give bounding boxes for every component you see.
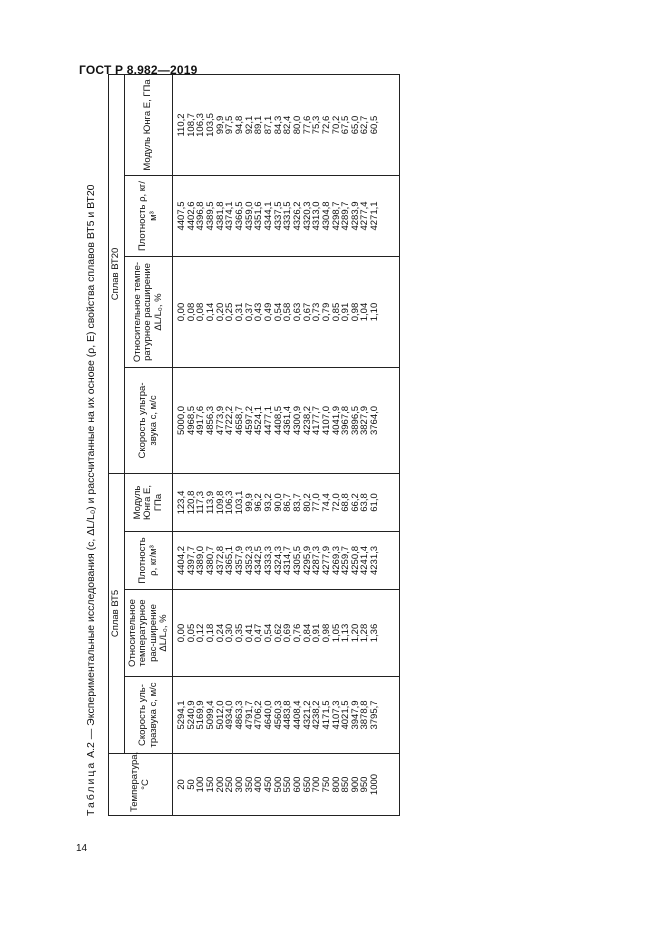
table-cell: 4357,9 [233, 545, 245, 576]
table-cell: 4408,4 [291, 700, 303, 730]
table-cell: 4107,3 [330, 700, 342, 730]
table-caption-text: А.2 — Экспериментальные исследования (c, ΔL/L₀) и рассчитанные на их основе (ρ, E) свойства сплавов ВТ5 и ВТ20 [85, 184, 97, 761]
table-cell: 0,76 [291, 623, 303, 643]
table-cell: 4321,2 [301, 700, 313, 730]
table-cell: 4640,0 [262, 700, 274, 730]
table-cell: 0,41 [243, 623, 255, 643]
table-caption-prefix: Таблица [85, 760, 97, 816]
vt5-young-column [173, 474, 400, 532]
table-cell: 63,8 [359, 493, 371, 512]
table-cell: 4352,3 [243, 545, 255, 576]
table-cell: 3827,9 [359, 405, 371, 436]
table-cell: 1,20 [349, 623, 361, 643]
table-cell: 5169,9 [195, 700, 207, 730]
table-cell: 4300,9 [291, 405, 303, 436]
table-cell: 4934,0 [224, 700, 236, 730]
table-cell: 0,24 [214, 623, 226, 643]
table-cell: 74,4 [320, 493, 332, 512]
table-cell: 82,4 [282, 115, 294, 135]
table-cell: 0,00 [176, 623, 187, 643]
table-cell: 4365,1 [224, 545, 236, 576]
table-cell: 950 [359, 776, 371, 793]
table-cell: 0,37 [243, 302, 255, 322]
table-cell: 0,62 [272, 623, 284, 643]
table-cell: 5294,1 [176, 700, 187, 730]
table-cell: 0,63 [291, 302, 303, 322]
table-cell: 550 [282, 776, 294, 793]
table-cell: 350 [243, 776, 255, 793]
table-cell: 4597,2 [243, 405, 255, 436]
table-cell: 4305,5 [291, 545, 303, 576]
table-cell: 4968,5 [185, 405, 197, 436]
table-cell: 123,4 [176, 490, 187, 515]
table-cell: 0,20 [214, 302, 226, 322]
table-cell: 0,08 [195, 302, 207, 322]
table-cell: 4259,7 [340, 545, 352, 576]
table-cell: 117,3 [195, 490, 207, 515]
vt20-speed-column [173, 368, 400, 474]
table-cell: 66,2 [349, 493, 361, 512]
table-cell: 4397,7 [185, 545, 197, 576]
table-cell: 4337,5 [272, 201, 284, 231]
table-cell: 87,1 [262, 115, 274, 135]
table-cell: 4289,7 [340, 201, 352, 231]
table-cell: 108,7 [185, 113, 197, 137]
table-cell: 80,0 [291, 115, 303, 135]
table-cell: 90,0 [272, 493, 284, 512]
table-cell: 4791,7 [243, 700, 255, 730]
table-cell: 4314,7 [282, 545, 294, 576]
table-cell: 4271,1 [369, 201, 381, 231]
table-cell: 4389,5 [204, 201, 216, 231]
table-cell: 94,8 [233, 115, 245, 135]
table-cell: 4250,8 [349, 545, 361, 576]
table-cell: 5240,9 [185, 700, 197, 730]
table-cell: 0,05 [185, 623, 197, 643]
table-cell: 150 [204, 776, 216, 793]
vt5-speed-header: Скорость уль-тразвука c, м/с [125, 677, 173, 754]
table-cell: 3764,0 [369, 405, 381, 436]
table-cell: 4396,8 [195, 201, 207, 231]
table-cell: 600 [291, 776, 303, 793]
table-cell: 1,28 [359, 623, 371, 643]
vt20-expansion-column [173, 257, 400, 368]
table-cell: 62,7 [359, 115, 371, 135]
table-cell: 4277,4 [359, 201, 371, 231]
vt5-density-column [173, 532, 400, 590]
table-cell: 4238,2 [301, 405, 313, 436]
table-cell: 84,3 [272, 115, 284, 135]
properties-table [108, 74, 400, 816]
table-cell: 109,8 [214, 490, 226, 515]
table-cell: 3967,8 [340, 405, 352, 436]
rotated-table-block [85, 76, 385, 816]
table-cell: 0,73 [311, 302, 323, 322]
table-cell: 4021,5 [340, 700, 352, 730]
table-cell: 4917,6 [195, 405, 207, 436]
table-cell: 450 [262, 776, 274, 793]
table-cell: 3896,5 [349, 405, 361, 436]
table-cell: 60,5 [369, 115, 381, 135]
table-cell: 0,25 [224, 302, 236, 322]
table-cell: 50 [185, 779, 197, 790]
table-cell: 0,00 [176, 302, 187, 322]
table-cell: 4773,9 [214, 405, 226, 436]
table-cell: 4483,8 [282, 700, 294, 730]
table-cell: 0,79 [320, 302, 332, 322]
table-cell: 4408,5 [272, 405, 284, 436]
table-cell: 0,84 [301, 623, 313, 643]
table-cell: 4287,3 [311, 545, 323, 576]
table-cell: 4389,0 [195, 545, 207, 576]
table-cell: 4241,4 [359, 545, 371, 576]
table-cell: 700 [311, 776, 323, 793]
table-cell: 0,98 [349, 302, 361, 322]
table-cell: 61,0 [369, 493, 381, 512]
table-cell: 0,47 [253, 623, 265, 643]
standard-header: ГОСТ Р 8.982—2019 [79, 63, 198, 77]
table-cell: 83,7 [291, 493, 303, 512]
page-number: 14 [76, 843, 88, 854]
table-cell: 500 [272, 776, 284, 793]
vt5-expansion-header: Относительное температурное рас-ширение ΔL/L₀, % [125, 590, 173, 677]
table-cell: 850 [340, 776, 352, 793]
table-cell: 20 [176, 779, 187, 790]
vt5-expansion-column [173, 590, 400, 677]
table-cell: 0,35 [233, 623, 245, 643]
table-cell: 750 [320, 776, 332, 793]
table-cell: 92,1 [243, 115, 255, 135]
table-cell: 0,91 [311, 623, 323, 643]
table-cell: 0,91 [340, 302, 352, 322]
table-cell: 200 [214, 776, 226, 793]
table-cell: 1000 [369, 773, 381, 796]
table-cell: 4344,1 [262, 201, 274, 231]
temp-column [173, 754, 400, 816]
table-cell: 300 [233, 776, 245, 793]
table-cell: 106,3 [224, 490, 236, 515]
table-cell: 0,30 [224, 623, 236, 643]
table-cell: 5012,0 [214, 700, 226, 730]
vt5-density-header: Плотность ρ, кг/м³ [125, 532, 173, 590]
table-cell: 120,8 [185, 490, 197, 515]
table-cell: 100 [195, 776, 207, 793]
vt5-speed-column [173, 677, 400, 754]
table-cell: 67,5 [340, 115, 352, 135]
table-cell: 4722,2 [224, 405, 236, 436]
table-cell: 4231,3 [369, 545, 381, 576]
table-cell: 4366,5 [233, 201, 245, 231]
table-cell: 4238,2 [311, 700, 323, 730]
table-cell: 4706,2 [253, 700, 265, 730]
vt20-speed-header: Скорость ультра-звука c, м/с [125, 368, 173, 474]
table-cell: 89,1 [253, 115, 265, 135]
table-cell: 0,18 [204, 623, 216, 643]
table-cell: 4374,1 [224, 201, 236, 231]
table-cell: 0,85 [330, 302, 342, 322]
table-cell: 4477,1 [262, 405, 274, 436]
table-cell: 5000,0 [176, 405, 187, 436]
table-cell: 250 [224, 776, 236, 793]
table-cell: 1,13 [340, 623, 352, 643]
table-cell: 97,5 [224, 115, 236, 135]
table-cell: 96,2 [253, 493, 265, 512]
table-cell: 106,3 [195, 113, 207, 137]
table-cell: 4404,2 [176, 545, 187, 576]
table-cell: 5099,4 [204, 700, 216, 730]
table-cell: 4277,9 [320, 545, 332, 576]
table-cell: 0,69 [282, 623, 294, 643]
table-cell: 4333,3 [262, 545, 274, 576]
vt20-expansion-header: Относительное темпе-ратурное расширение ΔL/L₀, % [125, 257, 173, 368]
table-cell: 0,49 [262, 302, 274, 322]
table-cell: 4107,0 [320, 405, 332, 436]
table-cell: 0,54 [262, 623, 274, 643]
vt5-group-header: Сплав ВТ5 [109, 474, 125, 754]
table-cell: 4351,6 [253, 201, 265, 231]
table-cell: 900 [349, 776, 361, 793]
table-cell: 4331,5 [282, 201, 294, 231]
table-cell: 0,43 [253, 302, 265, 322]
table-cell: 3878,8 [359, 700, 371, 730]
table-cell: 4041,9 [330, 405, 342, 436]
table-cell: 4313,0 [311, 201, 323, 231]
table-cell: 0,67 [301, 302, 313, 322]
table-cell: 86,7 [282, 493, 294, 512]
vt20-density-column [173, 176, 400, 257]
table-cell: 4283,9 [349, 201, 361, 231]
vt20-group-header: Сплав ВТ20 [109, 74, 125, 473]
table-cell: 77,6 [301, 115, 313, 135]
table-cell: 72,6 [320, 115, 332, 135]
table-cell: 3795,7 [369, 700, 381, 730]
table-cell: 68,8 [340, 493, 352, 512]
table-cell: 4361,4 [282, 405, 294, 436]
table-cell: 1,36 [369, 623, 381, 643]
table-cell: 0,12 [195, 623, 207, 643]
table-cell: 4298,7 [330, 201, 342, 231]
table-cell: 0,98 [320, 623, 332, 643]
table-cell: 4269,3 [330, 545, 342, 576]
table-cell: 110,2 [176, 113, 187, 137]
table-cell: 80,2 [301, 493, 313, 512]
table-cell: 4560,3 [272, 700, 284, 730]
table-cell: 70,2 [330, 115, 342, 135]
table-cell: 4381,8 [214, 201, 226, 231]
table-cell: 650 [301, 776, 313, 793]
table-cell: 0,14 [204, 302, 216, 322]
table-cell: 93,2 [262, 493, 274, 512]
table-cell: 72,0 [330, 493, 342, 512]
table-cell: 4658,7 [233, 405, 245, 436]
table-cell: 4856,3 [204, 405, 216, 436]
vt5-young-header: Модуль Юнга E, ГПа [125, 474, 173, 532]
table-cell: 103,5 [204, 113, 216, 137]
table-cell: 400 [253, 776, 265, 793]
table-cell: 4171,5 [320, 700, 332, 730]
table-cell: 65,0 [349, 115, 361, 135]
temp-header: Температура, °С [109, 754, 173, 816]
table-cell: 800 [330, 776, 342, 793]
table-cell: 0,31 [233, 302, 245, 322]
table-cell: 99,9 [214, 115, 226, 135]
table-cell: 4380,7 [204, 545, 216, 576]
vt20-density-header: Плотность ρ, кг/м³ [125, 176, 173, 257]
table-cell: 0,58 [282, 302, 294, 322]
table-cell: 1,05 [330, 623, 342, 643]
table-cell: 4372,8 [214, 545, 226, 576]
vt20-young-column [173, 74, 400, 175]
table-cell: 4407,5 [176, 201, 187, 231]
table-caption [85, 76, 101, 816]
table-cell: 4295,9 [301, 545, 313, 576]
table-cell: 0,08 [185, 302, 197, 322]
table-cell: 4402,6 [185, 201, 197, 231]
table-cell: 4324,3 [272, 545, 284, 576]
table-cell: 1,10 [369, 302, 381, 322]
table-cell: 4359,0 [243, 201, 255, 231]
table-cell: 99,9 [243, 493, 255, 512]
table-cell: 77,0 [311, 493, 323, 512]
table-cell: 4863,3 [233, 700, 245, 730]
table-cell: 0,54 [272, 302, 284, 322]
table-cell: 113,9 [204, 490, 216, 515]
table-cell: 4524,1 [253, 405, 265, 436]
table-cell: 4326,2 [291, 201, 303, 231]
table-cell: 4320,3 [301, 201, 313, 231]
table-cell: 103,1 [233, 490, 245, 515]
table-cell: 1,04 [359, 302, 371, 322]
table-cell: 3947,9 [349, 700, 361, 730]
table-cell: 4177,7 [311, 405, 323, 436]
table-cell: 75,3 [311, 115, 323, 135]
vt20-young-header: Модуль Юнга E, ГПа [125, 74, 173, 175]
table-cell: 4342,5 [253, 545, 265, 576]
table-cell: 4304,8 [320, 201, 332, 231]
